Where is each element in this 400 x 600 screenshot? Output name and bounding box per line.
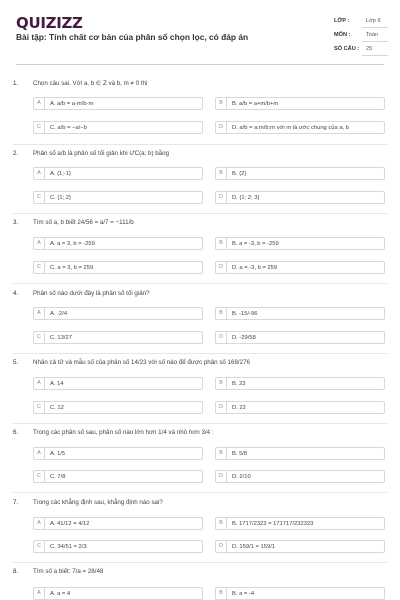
option-letter: C <box>34 471 45 483</box>
meta-subject-underline <box>362 41 388 42</box>
meta-subject-label: MÔN : <box>334 32 351 38</box>
question-number: 1. <box>13 80 19 87</box>
option-text: B. 1717/2323 = 171717/232323 <box>232 520 314 527</box>
option-letter: D <box>216 262 227 274</box>
option-text: A. 14 <box>50 380 64 387</box>
option-b[interactable] <box>215 447 385 460</box>
option-letter: A <box>34 448 45 460</box>
question-number: 5. <box>13 359 19 366</box>
option-letter: A <box>34 518 45 530</box>
question-text: Phân số a/b là phân số tối giản khi ƯC(a; b) bằng <box>33 150 169 157</box>
meta-grade-value: Lớp 6 <box>366 18 381 24</box>
option-a[interactable] <box>33 587 203 600</box>
quizizz-logo: QUIZIZZ <box>16 14 83 32</box>
option-letter: C <box>34 332 45 344</box>
question-number: 4. <box>13 290 19 297</box>
option-text: B. -15/-96 <box>232 310 258 317</box>
question-number: 8. <box>13 568 19 575</box>
question-divider <box>13 492 387 493</box>
option-c[interactable] <box>33 401 203 414</box>
option-b[interactable] <box>215 377 385 390</box>
option-text: B. 5/8 <box>232 450 248 457</box>
meta-count-value: 25 <box>366 46 373 52</box>
option-letter: B <box>216 168 227 180</box>
option-c[interactable] <box>33 191 203 204</box>
question-divider <box>13 283 387 284</box>
option-letter: D <box>216 192 227 204</box>
option-text: C. 13/27 <box>50 334 72 341</box>
question-text: Nhân cả tử và mẫu số của phân số 14/23 với số nào để được phân số 168/276 <box>33 359 250 366</box>
option-letter: A <box>34 238 45 250</box>
option-text: D. 2/10 <box>232 473 251 480</box>
option-d[interactable] <box>215 401 385 414</box>
worksheet-title: Bài tập: Tính chất cơ bản của phân số chọn lọc, có đáp án <box>16 32 249 42</box>
option-text: C. {1; 2} <box>50 194 71 201</box>
option-letter: C <box>34 541 45 553</box>
option-letter: B <box>216 448 227 460</box>
option-d[interactable] <box>215 540 385 553</box>
option-c[interactable] <box>33 540 203 553</box>
option-letter: B <box>216 238 227 250</box>
question-number: 6. <box>13 429 19 436</box>
option-a[interactable] <box>33 307 203 320</box>
option-text: A. a = 3, b = -259 <box>50 240 95 247</box>
option-text: B. {2} <box>232 170 247 177</box>
question-text: Tìm số a, b biết 24/56 = a/7 = −111/b <box>33 219 134 226</box>
option-b[interactable] <box>215 587 385 600</box>
option-b[interactable] <box>215 97 385 110</box>
option-c[interactable] <box>33 331 203 344</box>
option-a[interactable] <box>33 237 203 250</box>
option-text: D. -29/58 <box>232 334 256 341</box>
option-b[interactable] <box>215 307 385 320</box>
option-d[interactable] <box>215 331 385 344</box>
meta-grade-underline <box>362 27 388 28</box>
option-c[interactable] <box>33 261 203 274</box>
option-a[interactable] <box>33 377 203 390</box>
option-text: A. -2/4 <box>50 310 68 317</box>
option-text: A. 1/5 <box>50 450 66 457</box>
option-text: A. a = 4 <box>50 590 71 597</box>
question-text: Phân số nào dưới đây là phân số tối giản? <box>33 290 150 297</box>
option-text: C. 12 <box>50 404 64 411</box>
option-letter: B <box>216 98 227 110</box>
question-divider <box>13 353 387 354</box>
option-text: B. a = -3, b = -259 <box>232 240 279 247</box>
option-text: D. {1; 2; 3} <box>232 194 260 201</box>
option-text: D. a = -3, b = 259 <box>232 264 278 271</box>
question-text: Tìm số a biết: 7/a = 28/48 <box>33 568 104 575</box>
option-letter: D <box>216 402 227 414</box>
option-letter: B <box>216 308 227 320</box>
option-text: D. a/b = a:m/b:m với m là ước chung của a, b <box>232 124 350 131</box>
option-b[interactable] <box>215 237 385 250</box>
option-text: A. {1;-1} <box>50 170 71 177</box>
option-letter: D <box>216 122 227 134</box>
question-divider <box>13 144 387 145</box>
option-letter: A <box>34 588 45 600</box>
option-d[interactable] <box>215 191 385 204</box>
question-divider <box>13 213 387 214</box>
option-text: D. 159/1 = 159/1 <box>232 543 276 550</box>
option-b[interactable] <box>215 517 385 530</box>
question-text: Chọn câu sai. Với a, b ∈ Z và b, m ≠ 0 thì <box>33 80 148 87</box>
question-divider <box>13 423 387 424</box>
option-d[interactable] <box>215 121 385 134</box>
meta-count-label: SỐ CÂU : <box>334 46 360 52</box>
option-letter: B <box>216 588 227 600</box>
option-letter: D <box>216 541 227 553</box>
question-text: Trong các khẳng định sau, khẳng định nào sai? <box>33 499 163 506</box>
option-a[interactable] <box>33 97 203 110</box>
option-text: C. 7/8 <box>50 473 66 480</box>
option-d[interactable] <box>215 470 385 483</box>
option-text: D. 22 <box>232 404 246 411</box>
question-number: 7. <box>13 499 19 506</box>
option-letter: A <box>34 378 45 390</box>
option-b[interactable] <box>215 167 385 180</box>
option-text: B. 23 <box>232 380 246 387</box>
option-letter: C <box>34 192 45 204</box>
option-text: C. a = 3, b = 259 <box>50 264 94 271</box>
option-letter: C <box>34 122 45 134</box>
question-number: 3. <box>13 219 19 226</box>
meta-count-underline <box>362 55 388 56</box>
option-c[interactable] <box>33 121 203 134</box>
option-letter: D <box>216 471 227 483</box>
option-text: A. a/b = a·m/b·m <box>50 100 94 107</box>
option-d[interactable] <box>215 261 385 274</box>
meta-grade-label: LỚP : <box>334 18 350 24</box>
option-text: C. 34/51 = 2/3 <box>50 543 87 550</box>
meta-subject-value: Toán <box>366 32 379 38</box>
option-letter: C <box>34 262 45 274</box>
worksheet-header <box>0 0 400 70</box>
option-text: C. a/b = −a/−b <box>50 124 87 131</box>
option-letter: D <box>216 332 227 344</box>
option-a[interactable] <box>33 517 203 530</box>
option-letter: A <box>34 308 45 320</box>
option-letter: B <box>216 518 227 530</box>
option-text: B. a = -4 <box>232 590 255 597</box>
option-letter: A <box>34 98 45 110</box>
option-a[interactable] <box>33 167 203 180</box>
option-c[interactable] <box>33 470 203 483</box>
question-number: 2. <box>13 150 19 157</box>
question-text: Trong các phân số sau, phân số nào lớn hơn 1/4 và nhỏ hơn 3/4 : <box>33 429 214 436</box>
option-letter: C <box>34 402 45 414</box>
question-divider <box>13 562 387 563</box>
header-divider <box>16 64 384 65</box>
option-text: A. 41/12 = 4/12 <box>50 520 90 527</box>
option-a[interactable] <box>33 447 203 460</box>
option-letter: A <box>34 168 45 180</box>
option-letter: B <box>216 378 227 390</box>
option-text: B. a/b = a+m/b+m <box>232 100 279 107</box>
